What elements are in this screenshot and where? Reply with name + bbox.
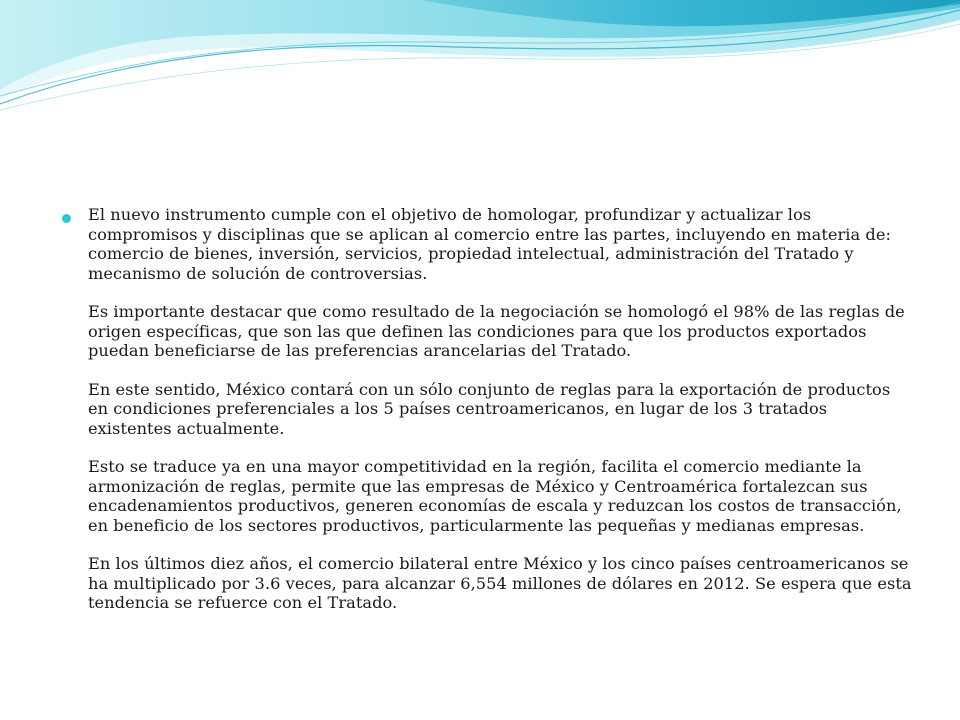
paragraph-2: Es importante destacar que como resultado de la negociación se homologó el 98% de las reglas de origen específicas, que son las que definen las condiciones para que los productos exportados puedan beneficiarse de las preferencias arancelarias del Tratado. xyxy=(88,302,905,360)
paragraph-5: En los últimos diez años, el comercio bilateral entre México y los cinco países centroamericanos se ha multiplicado por 3.6 veces, para alcanzar 6,554 millones de dólares en 2012. Se espera que esta tendencia se refuerce con el Tratado. xyxy=(88,554,912,612)
paragraph-1: El nuevo instrumento cumple con el objetivo de homologar, profundizar y actualizar los compromisos y disciplinas que se aplican al comercio entre las partes, incluyendo en materia de: comercio de bienes, inversión, servicios, propiedad intelectual, administración del Tratado y mecanismo de solución de controversias. xyxy=(88,205,891,283)
bullet-item xyxy=(62,205,912,613)
bullet-icon xyxy=(62,214,71,223)
header-wave-decoration xyxy=(0,0,960,130)
slide-body xyxy=(62,205,912,613)
paragraph-4: Esto se traduce ya en una mayor competitividad en la región, facilita el comercio mediante la armonización de reglas, permite que las empresas de México y Centroamérica fortalezcan sus encadenamientos productivos, generen economías de escala y reduzcan los costos de transacción, en beneficio de los sectores productivos, particularmente las pequeñas y medianas empresas. xyxy=(88,457,902,535)
paragraph-3: En este sentido, México contará con un sólo conjunto de reglas para la exportación de productos en condiciones preferenciales a los 5 países centroamericanos, en lugar de los 3 tratados existentes actualmente. xyxy=(88,379,891,438)
